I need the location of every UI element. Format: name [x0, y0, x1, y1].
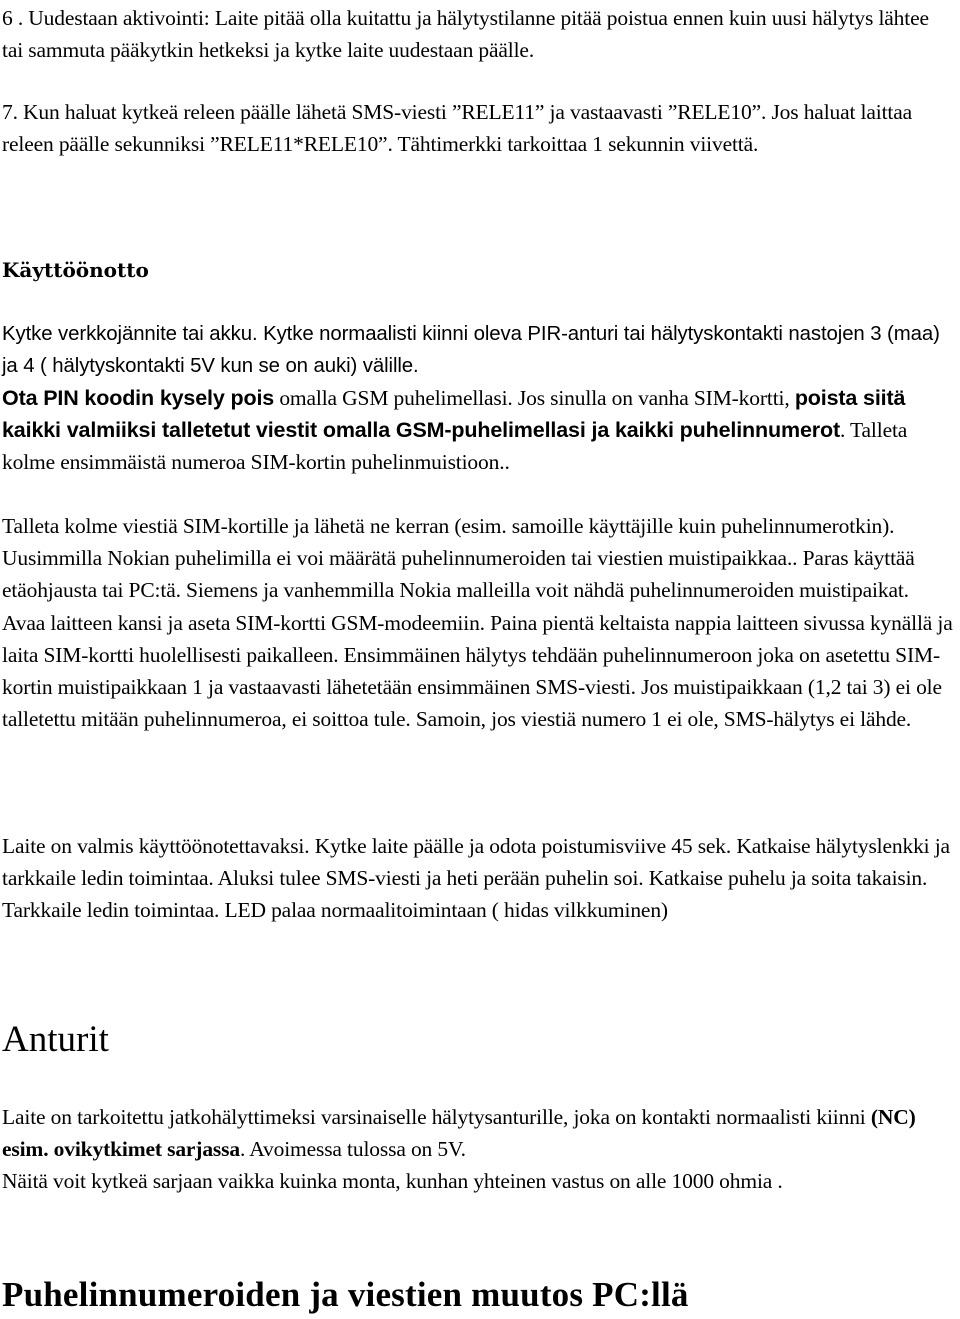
- pin-query-rest: omalla GSM puhelimellasi. Jos sinulla on vanha SIM-kortti,: [274, 386, 795, 410]
- kayttoonotto-ready-text: Laite on valmis käyttöönotettavaksi. Kytke laite päälle ja odota poistumisviive 45 sek. Katkaise hälytyslenkki ja tarkkaile ledin toimintaa. Aluksi tulee SMS-viesti ja heti perään puhelin soi. Katkaise puhelu ja soita takaisin. Tarkkaile ledin toimintaa. LED palaa normaalitoimintaan ( hidas vilkkuminen): [2, 834, 950, 923]
- anturit-desc-end: . Avoimessa tulossa on 5V.: [239, 1137, 466, 1162]
- anturit-series-text: Näitä voit kytkeä sarjaan vaikka kuinka monta, kunhan yhteinen vastus on alle 1000 ohmia .: [2, 1169, 783, 1193]
- puhelinnumerot-heading: Puhelinnumeroiden ja viestien muutos PC:llä: [2, 1275, 689, 1314]
- kayttoonotto-connection-text: Kytke verkkojännite tai akku. Kytke normaalisti kiinni oleva PIR-anturi tai hälytyskontakti nastojen 3 (maa) ja 4 ( hälytyskontakti 5V kun se on auki) välille.: [2, 323, 940, 378]
- kayttoonotto-heading: Käyttöönotto: [2, 258, 149, 282]
- anturit-desc-start: Laite on tarkoitettu jatkohälyttimeksi varsinaiselle hälytysanturille, joka on kontakti normaalisti kiinni: [2, 1105, 871, 1129]
- anturit-heading: Anturit: [2, 1019, 109, 1060]
- intro-item-6: 6 . Uudestaan aktivointi: Laite pitää olla kuitattu ja hälytystilanne pitää poistua ennen kuin uusi hälytys lähtee tai sammuta pääkytkin hetkeksi ja kytke laite uudestaan päälle.: [2, 6, 929, 63]
- anturit-nc-example: (NC) esim. ovikytkimet sarjassa: [2, 1105, 916, 1162]
- pin-query-instruction: Ota PIN koodin kysely pois: [2, 386, 275, 410]
- sim-store-numbers: . Talleta kolme ensimmäistä numeroa SIM-kortin puhelinmuistioon..: [2, 418, 908, 475]
- kayttoonotto-sim-instructions: [2, 382, 954, 479]
- intro-item-7: 7. Kun haluat kytkeä releen päälle lähetä SMS-viesti ”RELE11” ja vastaavasti ”RELE10”. Jos haluat laittaa releen päälle sekunniksi ”RELE11*RELE10”. Tähtimerkki tarkoittaa 1 sekunnin viivettä.: [2, 100, 913, 157]
- kayttoonotto-messages-text: Talleta kolme viestiä SIM-kortille ja lähetä ne kerran (esim. samoille käyttäjille kuin puhelinnumerotkin). Uusimmilla Nokian puhelimilla ei voi määrätä puhelinnumeroiden tai viestien muistipaikkaa.. Paras käyttää etäohjausta tai PC:tä. Siemens ja vanhemmilla Nokia malleilla voit nähdä puhelinnumeroiden muistipaikat. Avaa laitteen kansi ja aseta SIM-kortti GSM-modeemiin. Paina pientä keltaista nappia laitteen sivussa kynällä ja laita SIM-kortti huolellisesti paikalleen. Ensimmäinen hälytys tehdään puhelinnumeroon joka on asetettu SIM-kortin muistipaikkaan 1 ja vastaavasti lähetetään ensimmäinen SMS-viesti. Jos muistipaikkaan (1,2 tai 3) ei ole talletettu mitään puhelinnumeroa, ei soittoa tule. Samoin, jos viestiä numero 1 ei ole, SMS-hälytys ei lähde.: [2, 514, 953, 732]
- sim-clear-instruction: poista siitä kaikki valmiiksi talletetut viestit omalla GSM-puhelimellasi ja kaikki puhelinnumerot: [2, 386, 906, 443]
- anturit-description: [2, 1101, 954, 1165]
